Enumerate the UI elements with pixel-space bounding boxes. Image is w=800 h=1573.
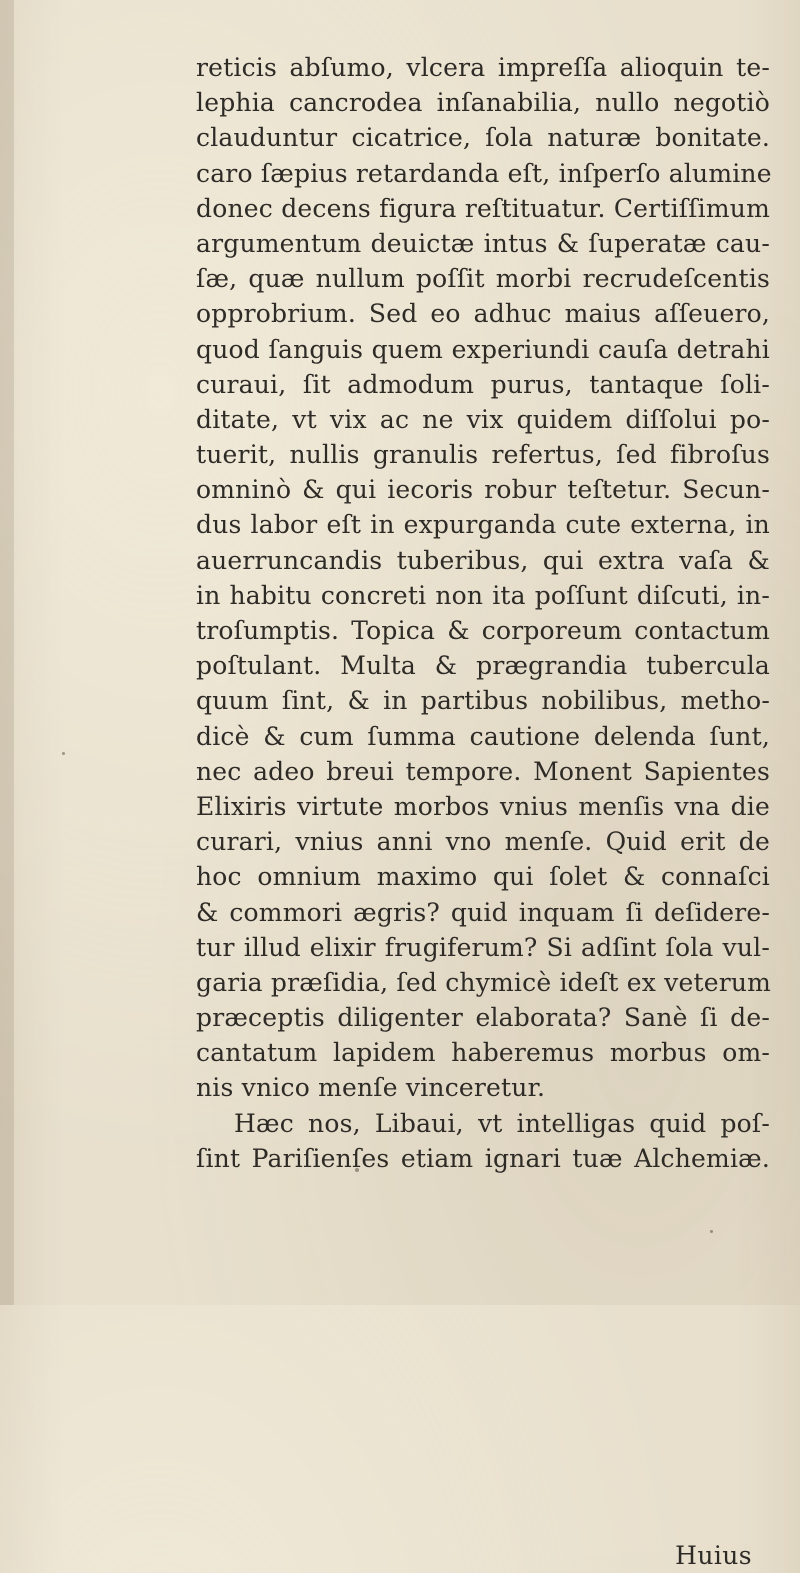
ink-speck bbox=[62, 752, 65, 755]
text-line: dicè & cum ſumma cautione delenda ſunt, bbox=[196, 721, 770, 751]
text-line: Elixiris virtute morbos vnius menſis vna die bbox=[196, 791, 770, 821]
body-text bbox=[196, 50, 770, 1176]
text-line: ſæ, quæ nullum poſſit morbi recrudeſcentis bbox=[196, 264, 770, 294]
text-line: tur illud elixir frugiferum? Si adſint ſola vul- bbox=[196, 932, 770, 962]
page-fold-shadow bbox=[0, 0, 14, 1305]
text-line: argumentum deuictæ intus & ſuperatæ cau- bbox=[196, 228, 770, 258]
text-line: præceptis diligenter elaborata? Sanè ſi de- bbox=[196, 1003, 770, 1033]
text-line: reticis abſumo, vlcera impreſſa alioquin te- bbox=[196, 53, 770, 82]
ink-speck bbox=[710, 1230, 713, 1233]
paragraph-first-line: Hæc nos, Libaui, vt intelligas quid poſ- bbox=[234, 1108, 770, 1138]
text-line: curari, vnius anni vno menſe. Quid erit de bbox=[196, 827, 770, 857]
text-line: troſumptis. Topica & corporeum contactum bbox=[196, 616, 770, 645]
text-line: nis vnico menſe vinceretur. bbox=[196, 1073, 546, 1103]
text-line: & commori ægris? quid inquam ſi deſidere- bbox=[196, 897, 770, 927]
text-line: dus labor eſt in expurganda cute externa, in bbox=[196, 510, 770, 540]
text-line: opprobrium. Sed eo adhuc maius aſſeuero, bbox=[196, 299, 770, 329]
text-line: ſint Pariſienſes etiam ignari tuæ Alchemiæ. bbox=[196, 1143, 770, 1173]
text-line: curaui, ſit admodum purus, tantaque ſoli- bbox=[196, 369, 770, 399]
text-line: quod ſanguis quem experiundi cauſa detrahi bbox=[196, 334, 770, 364]
text-line: nec adeo breui tempore. Monent Sapientes bbox=[196, 756, 770, 786]
text-line: auerruncandis tuberibus, qui extra vaſa & bbox=[196, 545, 770, 575]
text-line: ditate, vt vix ac ne vix quidem diſſolui po- bbox=[196, 404, 770, 434]
text-line: tuerit, nullis granulis refertus, ſed fibroſus bbox=[196, 440, 770, 470]
text-line: cantatum lapidem haberemus morbus om- bbox=[196, 1038, 770, 1068]
catchword: Huius bbox=[675, 1541, 752, 1570]
text-line: clauduntur cicatrice, ſola naturæ bonitate. bbox=[196, 123, 770, 153]
text-line: poſtulant. Multa & prægrandia tubercula bbox=[196, 651, 770, 681]
text-line: donec decens figura reſtituatur. Certiſſimum bbox=[196, 193, 770, 223]
text-line: lephia cancrodea inſanabilia, nullo negotiò bbox=[196, 88, 770, 118]
text-line: caro ſæpius retardanda eſt, inſperſo alumine bbox=[196, 158, 772, 188]
ink-speck bbox=[355, 1168, 359, 1172]
text-line: hoc omnium maximo qui ſolet & connaſci bbox=[196, 862, 770, 892]
text-line: in habitu concreti non ita poſſunt diſcuti, in- bbox=[196, 580, 770, 610]
text-line: quum ſint, & in partibus nobilibus, metho- bbox=[196, 686, 770, 716]
text-line: omninò & qui iecoris robur teſtetur. Secun- bbox=[196, 475, 770, 505]
text-line: garia præſidia, ſed chymicè ideſt ex veterum bbox=[196, 967, 772, 997]
